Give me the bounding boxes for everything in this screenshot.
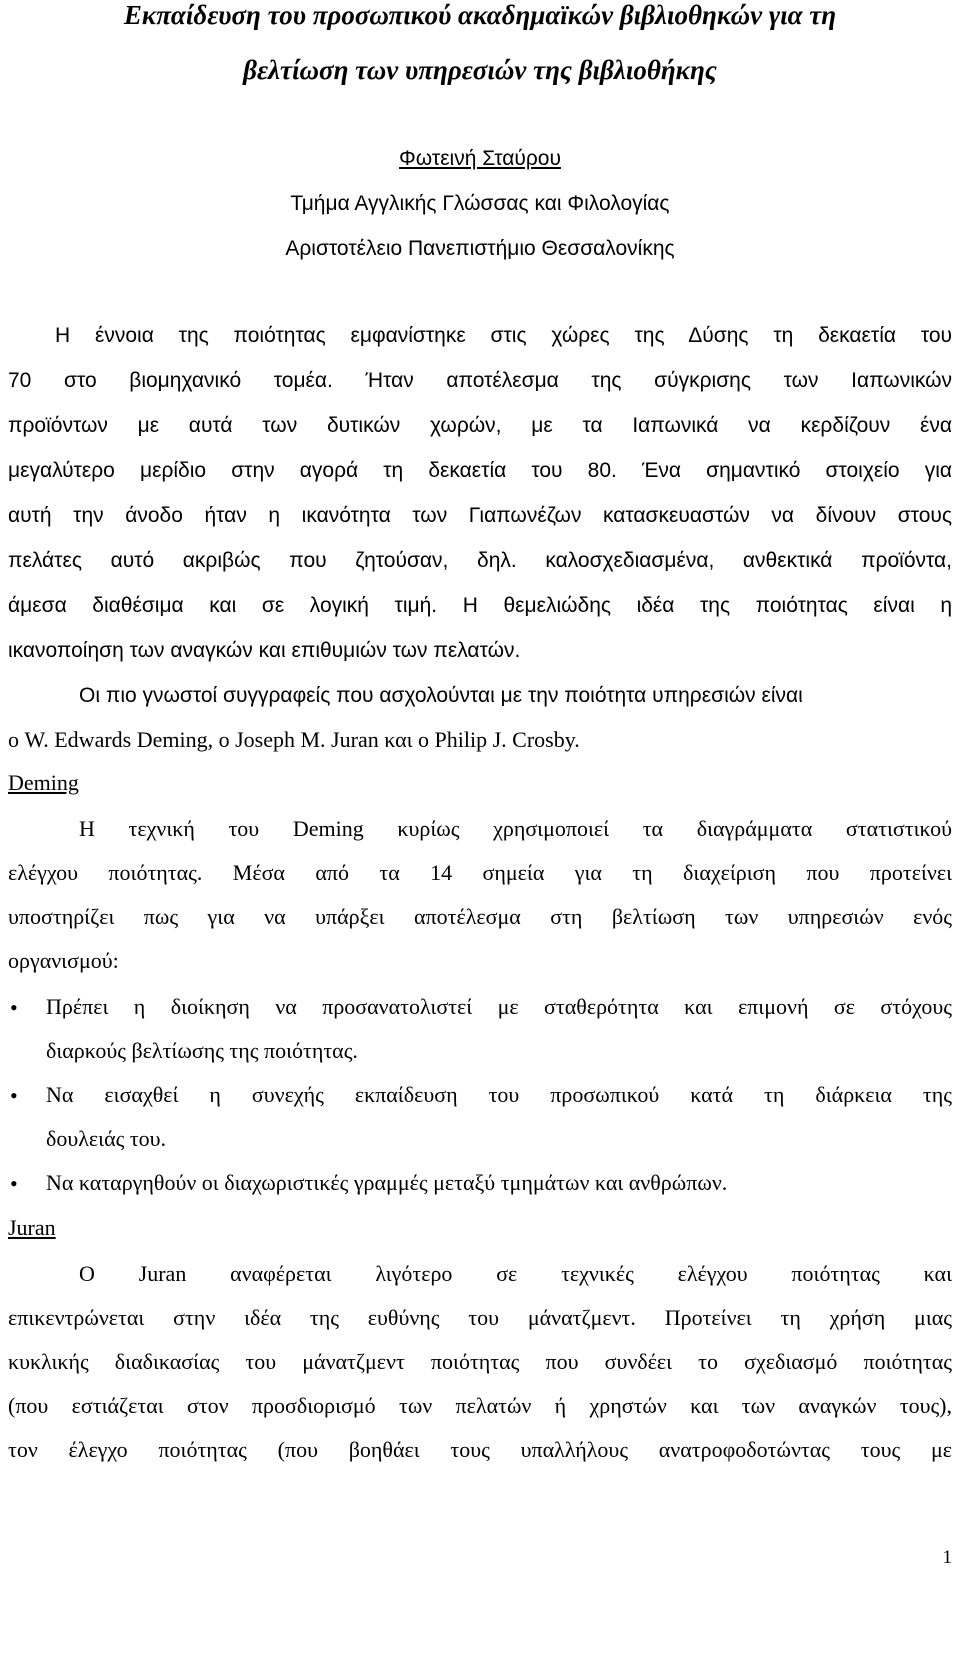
section-heading-juran: Juran xyxy=(8,1215,56,1240)
intro-line: προϊόντων με αυτά των δυτικών χωρών, με τα Ιαπωνικά να κερδίζουν ένα xyxy=(8,414,952,437)
bullet-item-line: Να καταργηθούν οι διαχωριστικές γραμμές μεταξύ τμημάτων και ανθρώπων. xyxy=(46,1170,728,1195)
bullet-marker: • xyxy=(10,995,18,1020)
intro-line: αυτή την άνοδο ήταν η ικανότητα των Γιαπωνέζων κατασκευαστών να δίνουν στους xyxy=(8,504,952,527)
bullet-marker: • xyxy=(10,1083,18,1108)
deming-line: υποστηρίζει πως για να υπάρξει αποτέλεσμα στη βελτίωση των υπηρεσιών ενός xyxy=(8,904,952,929)
author-name: Φωτεινή Σταύρου xyxy=(399,147,561,170)
deming-line: Η τεχνική του Deming κυρίως χρησιμοποιεί τα διαγράμματα στατιστικού xyxy=(79,816,952,841)
intro-line: 70 στο βιομηχανικό τομέα. Ήταν αποτέλεσμα της σύγκρισης των Ιαπωνικών xyxy=(8,369,952,392)
section-heading-deming: Deming xyxy=(8,770,79,795)
document-title-line-2: βελτίωση των υπηρεσιών της βιβλιοθήκης xyxy=(243,55,717,85)
juran-line: (που εστιάζεται στον προσδιορισμό των πελατών ή χρηστών και των αναγκών τους), xyxy=(8,1393,952,1418)
intro-line: άμεσα διαθέσιμα και σε λογική τιμή. Η θεμελιώδης ιδέα της ποιότητας είναι η xyxy=(8,594,952,617)
bullet-item-line: Πρέπει η διοίκηση να προσανατολιστεί με σταθερότητα και επιμονή σε στόχους xyxy=(46,994,952,1019)
juran-line: κυκλικής διαδικασίας του μάνατζμεντ ποιότητας που συνδέει το σχεδιασμό ποιότητας xyxy=(8,1349,952,1374)
deming-line: ελέγχου ποιότητας. Μέσα από τα 14 σημεία για τη διαχείριση που προτείνει xyxy=(8,860,952,885)
writers-line: ο W. Edwards Deming, ο Joseph M. Juran και ο Philip J. Crosby. xyxy=(8,727,580,752)
intro-line: πελάτες αυτό ακριβώς που ζητούσαν, δηλ. καλοσχεδιασμένα, ανθεκτικά προϊόντα, xyxy=(8,549,952,572)
author-university: Αριστοτέλειο Πανεπιστήμιο Θεσσαλονίκης xyxy=(285,237,675,260)
juran-line: επικεντρώνεται στην ιδέα της ευθύνης του μάνατζμεντ. Προτείνει τη χρήση μιας xyxy=(8,1305,952,1330)
juran-line: Ο Juran αναφέρεται λιγότερο σε τεχνικές ελέγχου ποιότητας και xyxy=(79,1261,952,1286)
bullet-item-line: δουλειάς του. xyxy=(46,1126,167,1151)
author-department: Τμήμα Αγγλικής Γλώσσας και Φιλολογίας xyxy=(290,192,670,215)
bullet-item-line: Να εισαχθεί η συνεχής εκπαίδευση του προσωπικού κατά τη διάρκεια της xyxy=(46,1082,952,1107)
writers-line: Οι πιο γνωστοί συγγραφείς που ασχολούνται με την ποιότητα υπηρεσιών είναι xyxy=(79,684,803,707)
juran-line: τον έλεγχο ποιότητας (που βοηθάει τους υπαλλήλους ανατροφοδοτώντας τους με xyxy=(8,1437,952,1462)
bullet-marker: • xyxy=(10,1171,18,1196)
document-title-line-1: Εκπαίδευση του προσωπικού ακαδημαϊκών βιβλιοθηκών για τη xyxy=(123,0,837,30)
intro-line: ικανοποίηση των αναγκών και επιθυμιών των πελατών. xyxy=(8,639,521,662)
page-number: 1 xyxy=(942,1547,952,1568)
bullet-item-line: διαρκούς βελτίωσης της ποιότητας. xyxy=(46,1038,358,1063)
intro-line: μεγαλύτερο μερίδιο στην αγορά τη δεκαετία του 80. Ένα σημαντικό στοιχείο για xyxy=(8,459,952,482)
deming-line: οργανισμού: xyxy=(8,948,119,973)
intro-line: Η έννοια της ποιότητας εμφανίστηκε στις χώρες της Δύσης τη δεκαετία του xyxy=(55,324,952,347)
